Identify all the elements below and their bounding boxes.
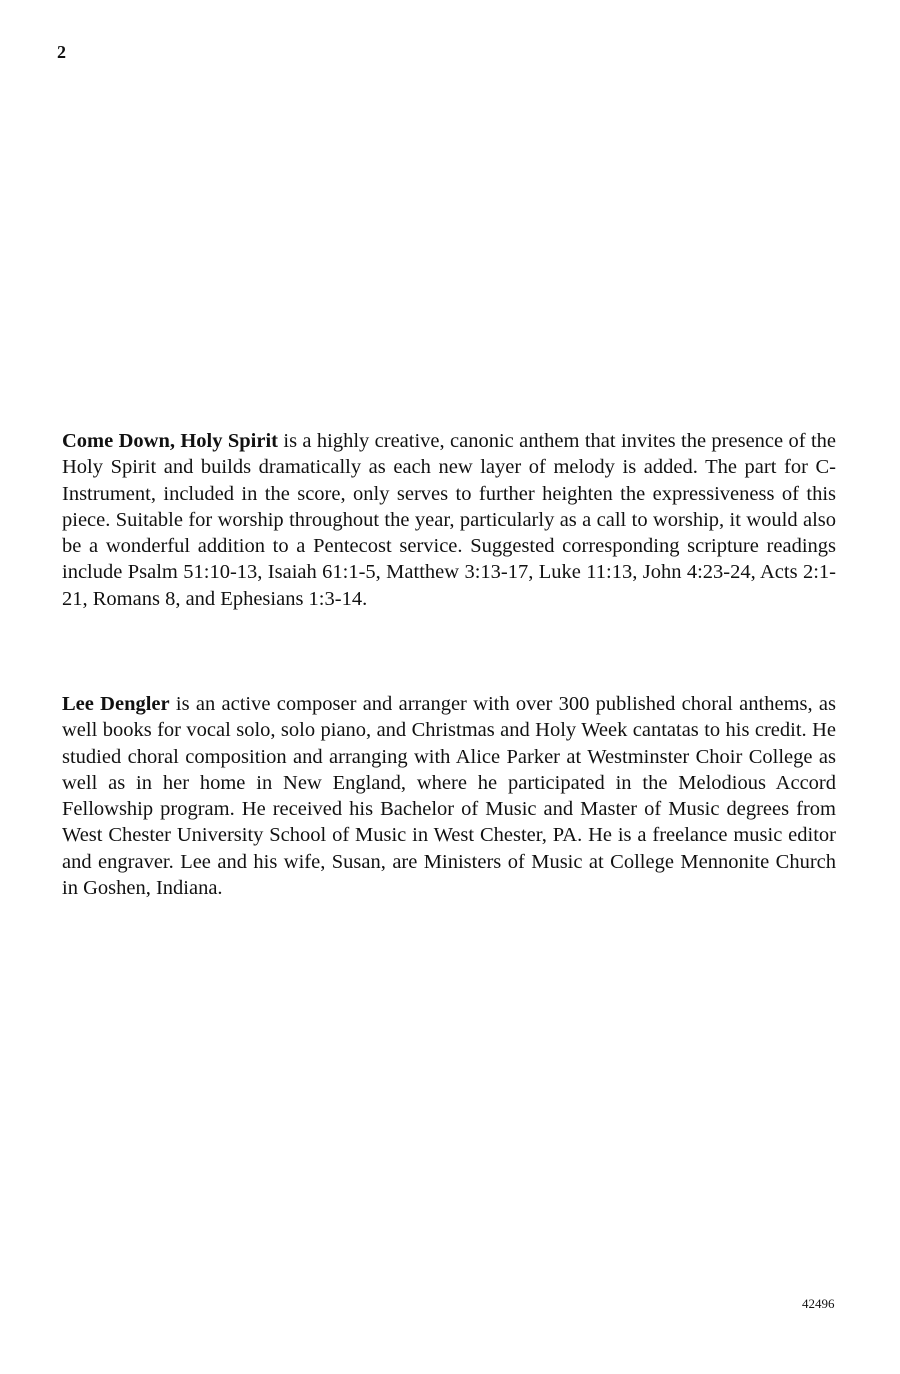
biography-paragraph bbox=[62, 691, 836, 901]
composer-name: Lee Dengler bbox=[62, 693, 170, 715]
catalog-number: 42496 bbox=[802, 1296, 835, 1311]
biography-text: is an active composer and arranger with over 300 published choral anthems, as well books for vocal solo, solo piano, and Christmas and Holy Week cantatas to his credit. He studied choral composition and arranging with Alice Parker at Westminster Choir College as well as in her home in New England, where he participated in the Melodious Accord Fellowship program. He received his Bachelor of Music and Master of Music degrees from West Chester University School of Music in West Chester, PA. He is a freelance music editor and engraver. Lee and his wife, Susan, are Ministers of Music at College Mennonite Church in Goshen, Indiana. bbox=[62, 693, 836, 900]
description-text: is a highly creative, canonic anthem that invites the presence of the Holy Spirit and builds dramatically as each new layer of melody is added. The part for C-Instrument, included in the score, only serves to further heighten the expressiveness of this piece. Suitable for worship throughout the year, particularly as a call to worship, it would also be a wonderful addition to a Pentecost service. Suggested corresponding scripture readings include Psalm 51:10-13, Isaiah 61:1-5, Matthew 3:13-17, Luke 11:13, John 4:23-24, Acts 2:1-21, Romans 8, and Ephesians 1:3-14. bbox=[62, 430, 836, 610]
page-number: 2 bbox=[57, 42, 66, 62]
description-paragraph bbox=[62, 428, 836, 612]
anthem-title: Come Down, Holy Spirit bbox=[62, 430, 278, 452]
